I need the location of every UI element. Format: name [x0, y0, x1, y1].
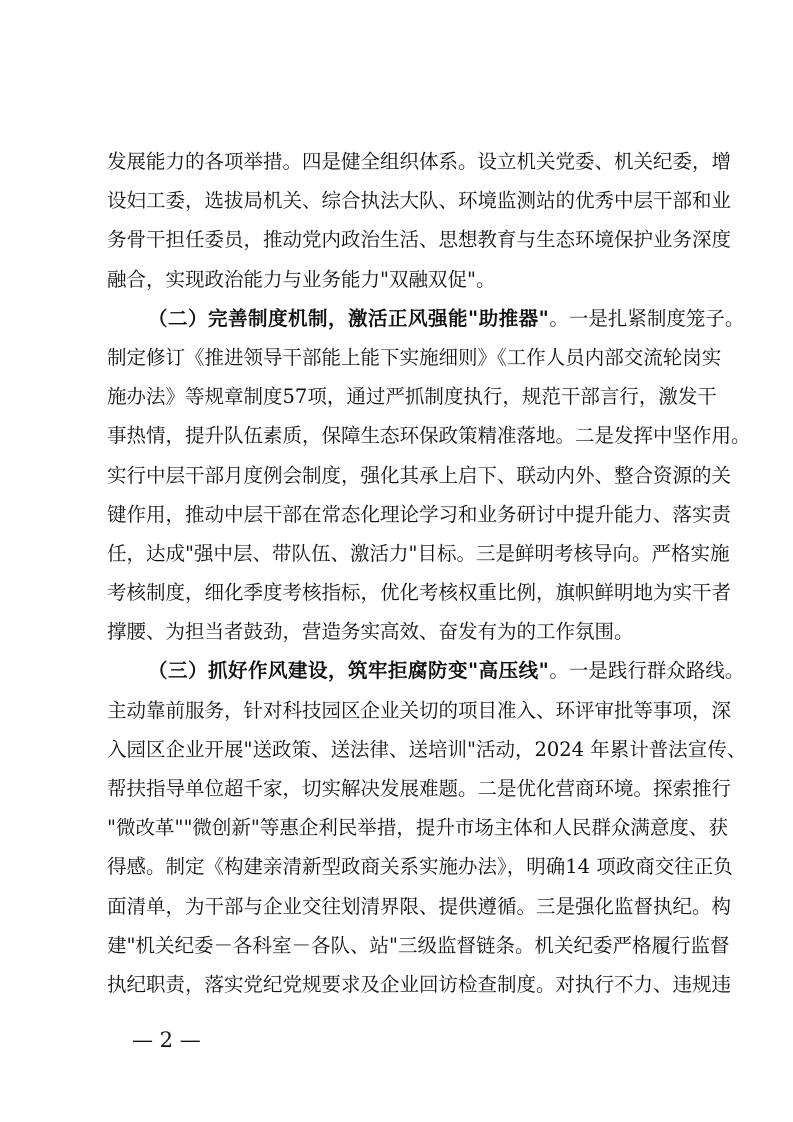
text-line: 事热情，提升队伍素质，保障生态环保政策精准落地。二是发挥中坚作用。: [107, 424, 751, 448]
section-heading: （三）抓好作风建设，筑牢拒腐防变"高压线": [148, 659, 550, 683]
text-line: 帮扶指导单位超千家，切实解决发展难题。二是优化营商环境。探索推行: [107, 777, 732, 800]
body-text: [107, 142, 751, 1004]
text-line: 主动靠前服务，针对科技园区企业关切的项目准入、环评审批等事项，深: [107, 698, 732, 722]
section-heading: （二）完善制度机制，激活正风强能"助推器": [148, 306, 550, 330]
text-line: 发展能力的各项举措。四是健全组织体系。设立机关党委、机关纪委，增: [107, 150, 732, 173]
text-line: 实行中层干部月度例会制度，强化其承上启下、联动内外、整合资源的关: [107, 463, 732, 487]
text-line: 入园区企业开展"送政策、送法律、送培训"活动，2024 年累计普法宣传、: [107, 737, 747, 761]
heading-line-rest: 。一是扎紧制度笼子。: [549, 306, 745, 330]
text-line: 施办法》等规章制度57项，通过严抓制度执行，规范干部言行，激发干: [107, 385, 717, 409]
text-line: 键作用，推动中层干部在常态化理论学习和业务研讨中提升能力、落实责: [107, 502, 732, 526]
text-line: "微改革""微创新"等惠企利民举措，提升市场主体和人民群众满意度、获: [107, 816, 728, 840]
section-heading-line: [107, 651, 745, 690]
text-line: 务骨干担任委员，推动党内政治生活、思想教育与生态环境保护业务深度: [107, 228, 732, 252]
text-line: 面清单，为干部与企业交往划清界限、提供遵循。三是强化监督执纪。构: [107, 894, 732, 918]
text-line: 执纪职责，落实党纪党规要求及企业回访检查制度。对执行不力、违规违: [107, 972, 732, 996]
text-line: 得感。制定《构建亲清新型政商关系实施办法》，明确14 项政商交往正负: [107, 855, 733, 879]
text-line: 考核制度，细化季度考核指标，优化考核权重比例，旗帜鲜明地为实干者: [107, 581, 732, 605]
text-line: 融合，实现政治能力与业务能力"双融双促"。: [107, 267, 496, 291]
heading-line-rest: 。一是践行群众路线。: [549, 659, 745, 683]
text-line: 撑腰、为担当者鼓劲，营造务实高效、奋发有为的工作氛围。: [107, 620, 634, 644]
text-line: 设妇工委，选拔局机关、综合执法大队、环境监测站的优秀中层干部和业: [107, 189, 732, 213]
page-number: — 2 —: [132, 1028, 201, 1052]
text-line: 建"机关纪委－各科室－各队、站"三级监督链条。机关纪委严格履行监督: [107, 933, 730, 957]
text-line: 制定修订《推进领导干部能上能下实施细则》《工作人员内部交流轮岗实: [107, 345, 722, 369]
section-heading-line: [107, 299, 745, 338]
text-line: 任，达成"强中层、带队伍、激活力"目标。三是鲜明考核导向。严格实施: [107, 541, 730, 565]
